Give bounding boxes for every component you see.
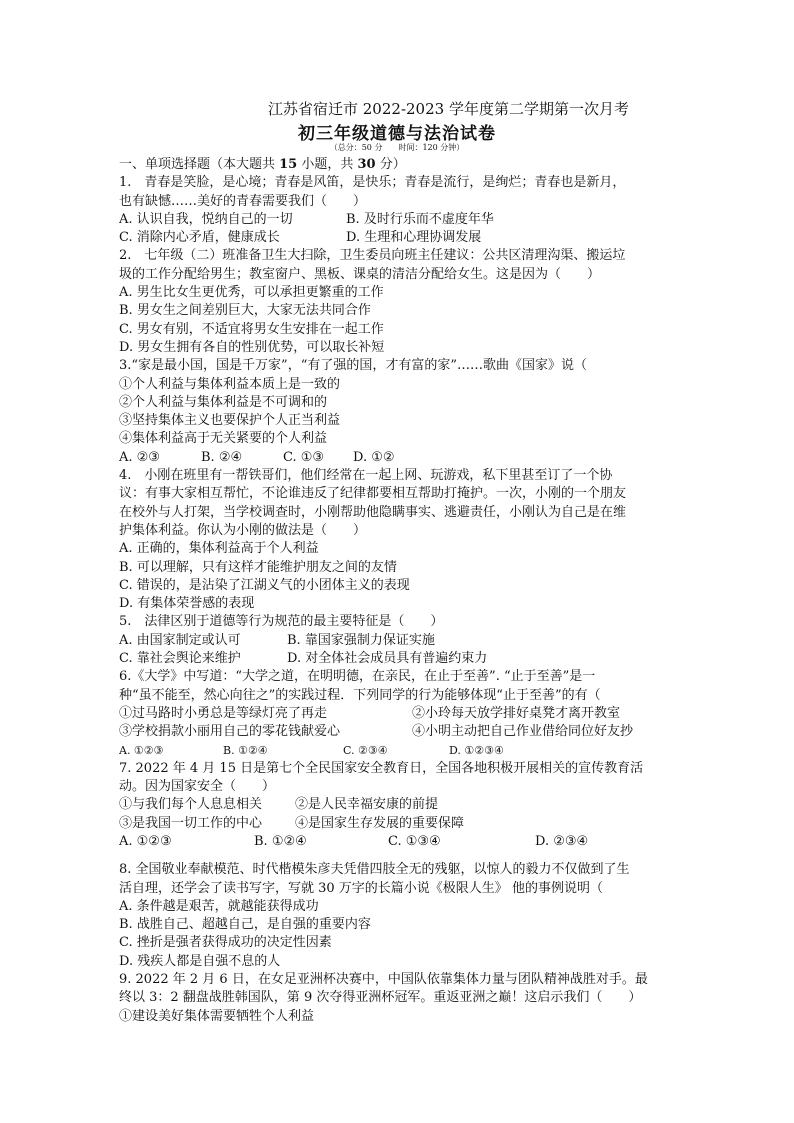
question-stem: 6.《大学》中写道：“大学之道，在明明德，在亲民，在止于至善”. “止于至善”是一	[119, 669, 596, 685]
statement-1: ①建设美好集体需要牺牲个人利益	[119, 1008, 315, 1024]
question-stem: 也有缺憾……美好的青春需要我们（ ）	[119, 193, 367, 209]
option-b: B. ①②④	[223, 743, 268, 757]
option-a: A. ①②③	[119, 833, 172, 849]
option-b: B. 可以理解，只有这样才能维护朋友之间的友情	[119, 559, 397, 575]
exam-meta: （总分：50 分 时间：120 分钟）	[329, 143, 465, 152]
option-a: A. 正确的，集体利益高于个人利益	[119, 541, 319, 557]
question-2	[119, 247, 679, 357]
option-d: D. 男女生拥有各自的性别优势，可以取长补短	[119, 339, 385, 355]
statement-2: ②是人民幸福安康的前提	[295, 797, 439, 813]
option-a: A. 由国家制定或认可	[119, 632, 241, 648]
option-row	[119, 211, 679, 229]
question-4	[119, 467, 679, 613]
option-b: B. ②④	[201, 449, 243, 465]
option-row	[119, 632, 679, 650]
statement-3: ③学校捐款小丽用自己的零花钱献爱心	[119, 724, 341, 740]
option-d: D. 有集体荣誉感的表现	[119, 596, 255, 612]
statement-row	[119, 705, 679, 723]
spacer	[119, 851, 679, 861]
question-stem: 2. 七年级（二）班准备卫生大扫除，卫生委员向班主任建议：公共区清理沟渠、搬运垃	[119, 248, 626, 264]
option-a: A. ①②③	[119, 743, 164, 757]
option-b: B. 及时行乐而不虚度年华	[346, 211, 494, 227]
statement-1: ①个人利益与集体利益本质上是一致的	[119, 376, 341, 392]
statement-2: ②个人利益与集体利益是不可调和的	[119, 394, 328, 410]
statement-row	[119, 723, 679, 741]
option-row	[119, 229, 679, 247]
exam-title: 江苏省宿迁市 2022-2023 学年度第二学期第一次月考	[268, 100, 629, 118]
option-a: A. 男生比女生更优秀，可以承担更繁重的工作	[119, 285, 384, 301]
option-d: D. 生理和心理协调发展	[346, 230, 482, 246]
option-row	[119, 833, 679, 851]
statement-4: ④是国家生存发展的重要保障	[295, 815, 465, 831]
option-b: B. 战胜自己、超越自己，是自强的重要内容	[119, 917, 371, 933]
option-d: D. ②③④	[535, 833, 589, 849]
question-1	[119, 174, 679, 247]
option-a: A. 条件越是艰苦，就越能获得成功	[119, 898, 319, 914]
option-row	[119, 449, 679, 467]
question-stem: 终以 3：2 翻盘战胜韩国队，第 9 次夺得亚洲杯冠军。重返亚洲之巅！这启示我们（ ）	[119, 990, 642, 1006]
question-6	[119, 668, 679, 759]
option-d: D. ①②	[353, 449, 395, 465]
option-b: B. ①②④	[254, 833, 307, 849]
question-stem: 8. 全国敬业奉献模范、时代楷模朱彦夫凭借四肢全无的残躯，以惊人的毅力不仅做到了生	[119, 862, 630, 878]
option-a: A. 认识自我，悦纳自己的一切	[119, 211, 293, 227]
option-b: B. 男女生之间差别巨大，大家无法共同合作	[119, 303, 371, 319]
question-5	[119, 613, 679, 668]
section-heading: 一、单项选择题（本大题共 15 小题，共 30 分）	[119, 157, 406, 172]
option-c: C. 挫折是强者获得成功的决定性因素	[119, 935, 332, 951]
option-c: C. ①③④	[388, 833, 441, 849]
question-stem: 在校外与人打架，当学校调查时，小刚帮助他隐瞒事实、逃避责任，小刚认为自己是在维	[119, 504, 627, 520]
question-stem: 圾的工作分配给男生；教室窗户、黑板、课桌的清洁分配给女生。这是因为（ ）	[119, 266, 601, 282]
question-stem: 3.“家是最小国，国是千万家”，“有了强的国，才有富的家”……歌曲《国家》说（	[119, 358, 587, 374]
question-9	[119, 971, 679, 1026]
option-d: D. 残疾人都是自强不息的人	[119, 953, 281, 969]
option-d: D. 对全体社会成员具有普遍约束力	[287, 651, 488, 667]
option-c: C. 错误的，是沾染了江湖义气的小团体主义的表现	[119, 577, 410, 593]
exam-subtitle: 初三年级道德与法治试卷	[298, 124, 496, 144]
option-b: B. 靠国家强制力保证实施	[287, 632, 435, 648]
question-stem: 议：有事大家相互帮忙，不论谁违反了纪律都要相互帮助打掩护。一次，小刚的一个朋友	[119, 486, 627, 502]
statement-3: ③坚持集体主义也要保护个人正当利益	[119, 413, 341, 429]
question-stem: 4. 小刚在班里有一帮铁哥们，他们经常在一起上网、玩游戏，私下里甚至订了一个协	[119, 468, 613, 484]
option-a: A. ②③	[119, 449, 160, 465]
option-d: D. ①②③④	[449, 743, 504, 757]
option-c: C. 消除内心矛盾，健康成长	[119, 230, 280, 246]
question-stem: 7. 2022 年 4 月 15 日是第七个全民国家安全教育日，全国各地积极开展相关的宣传教育活	[119, 760, 644, 776]
option-c: C. ①③	[283, 449, 325, 465]
statement-4: ④小明主动把自己作业借给同位好友抄	[412, 724, 634, 740]
statement-2: ②小玲每天放学排好桌凳才离开教室	[412, 705, 621, 721]
statement-3: ③是我国一切工作的中心	[119, 815, 263, 831]
option-row	[119, 742, 679, 760]
question-stem: 活自理，还学会了读书写字，写就 30 万字的长篇小说《极限人生》 他的事例说明（	[119, 880, 603, 896]
statement-row	[119, 815, 679, 833]
question-stem: 护集体利益。你认为小刚的做法是（ ）	[119, 522, 367, 538]
option-c: C. ②③④	[343, 743, 388, 757]
question-stem: 种“虽不能至，然心向往之”的实践过程．下列同学的行为能够体现“止于至善”的有（	[119, 687, 601, 703]
option-c: C. 男女有别，不适宜将男女生安排在一起工作	[119, 321, 384, 337]
question-3	[119, 357, 679, 467]
question-stem: 1. 青春是笑脸，是心境；青春是风笛，是快乐；青春是流行，是绚烂；青春也是新月，	[119, 175, 626, 191]
question-stem: 9. 2022 年 2 月 6 日，在女足亚洲杯决赛中，中国队依靠集体力量与团队精神战胜对手。最	[119, 972, 648, 988]
statement-1: ①过马路时小勇总是等绿灯亮了再走	[119, 705, 328, 721]
question-stem: 5. 法律区别于道德等行为规范的最主要特征是（ ）	[119, 614, 444, 630]
option-row	[119, 650, 679, 668]
option-c: C. 靠社会舆论来维护	[119, 651, 241, 667]
statement-1: ①与我们每个人息息相关	[119, 797, 263, 813]
exam-content	[119, 156, 679, 1026]
question-stem: 动。因为国家安全（ ）	[119, 779, 276, 795]
question-7	[119, 760, 679, 851]
question-8	[119, 861, 679, 971]
statement-row	[119, 796, 679, 814]
statement-4: ④集体利益高于无关紧要的个人利益	[119, 431, 328, 447]
